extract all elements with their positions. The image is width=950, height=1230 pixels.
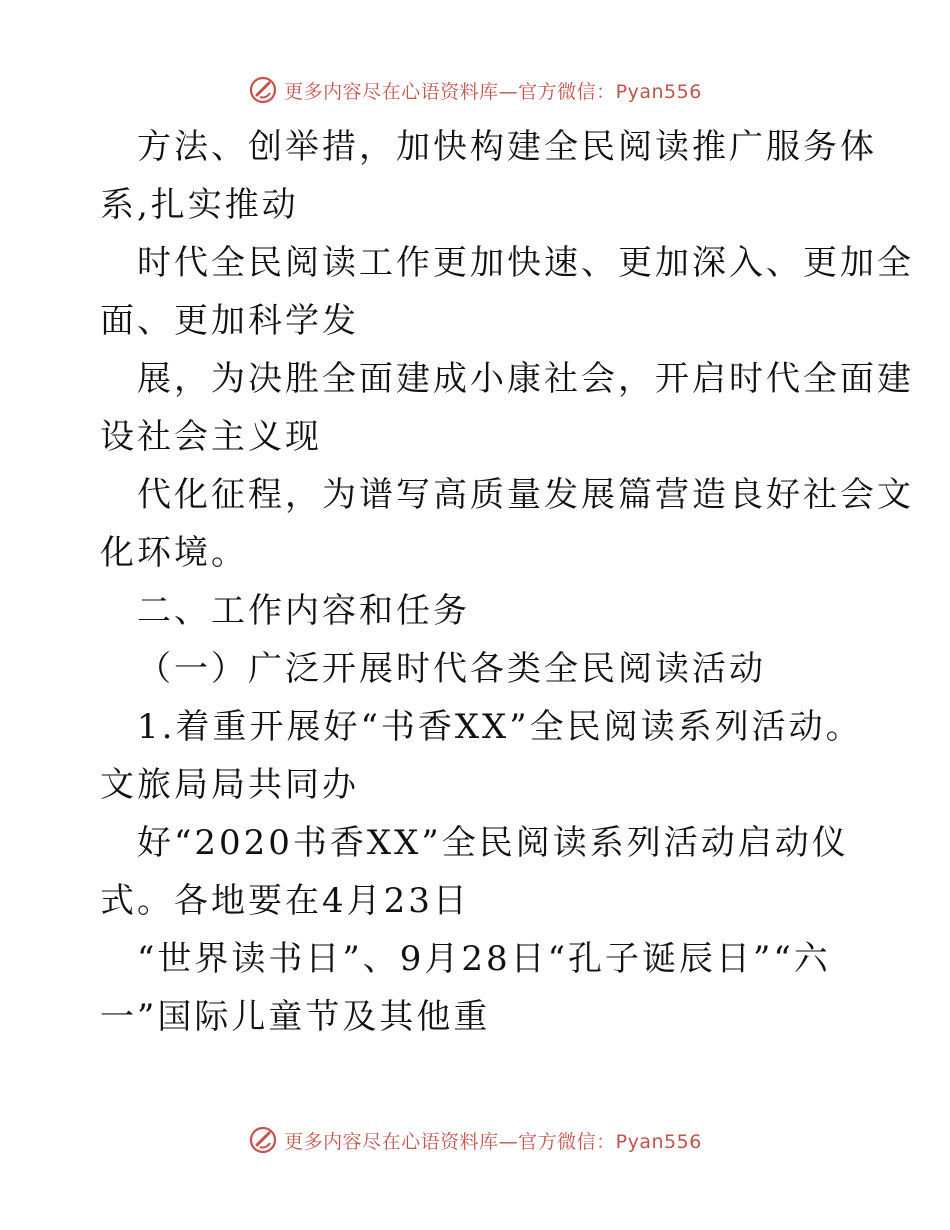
section-heading: 二、工作内容和任务 bbox=[137, 591, 470, 631]
watermark-text: 更多内容尽在心语资料库—官方微信：Pyan556 bbox=[284, 80, 702, 103]
text-line: 好“2020书香XX”全民阅读系列活动启动仪 bbox=[137, 823, 849, 863]
text-line: 展，为决胜全面建成小康社会，开启时代全面建 bbox=[137, 359, 914, 399]
text-line: 化环境。 bbox=[100, 533, 248, 573]
text-line: 系,扎实推动 bbox=[100, 185, 299, 225]
text-line: 时代全民阅读工作更加快速、更加深入、更加全 bbox=[137, 243, 914, 283]
text-line: 设社会主义现 bbox=[100, 417, 322, 457]
logo-icon bbox=[248, 75, 278, 105]
text-line: 方法、创举措，加快构建全民阅读推广服务体 bbox=[137, 127, 877, 167]
header-watermark bbox=[0, 72, 950, 108]
watermark-text: 更多内容尽在心语资料库—官方微信：Pyan556 bbox=[284, 1130, 702, 1153]
text-line: 1.着重开展好“书香XX”全民阅读系列活动。 bbox=[137, 707, 863, 747]
text-line: 面、更加科学发 bbox=[100, 301, 359, 341]
footer-watermark bbox=[0, 1122, 950, 1158]
subsection-heading: （一）广泛开展时代各类全民阅读活动 bbox=[137, 649, 766, 689]
document-body bbox=[100, 118, 914, 1046]
logo-icon bbox=[248, 1125, 278, 1155]
text-line: 代化征程，为谱写高质量发展篇营造良好社会文 bbox=[137, 475, 914, 515]
text-line: 式。各地要在4月23日 bbox=[100, 881, 470, 921]
text-line: 文旅局局共同办 bbox=[100, 765, 359, 805]
text-line: 一”国际儿童节及其他重 bbox=[100, 997, 491, 1037]
text-line: “世界读书日”、9月28日“孔子诞辰日”“六 bbox=[137, 939, 831, 979]
